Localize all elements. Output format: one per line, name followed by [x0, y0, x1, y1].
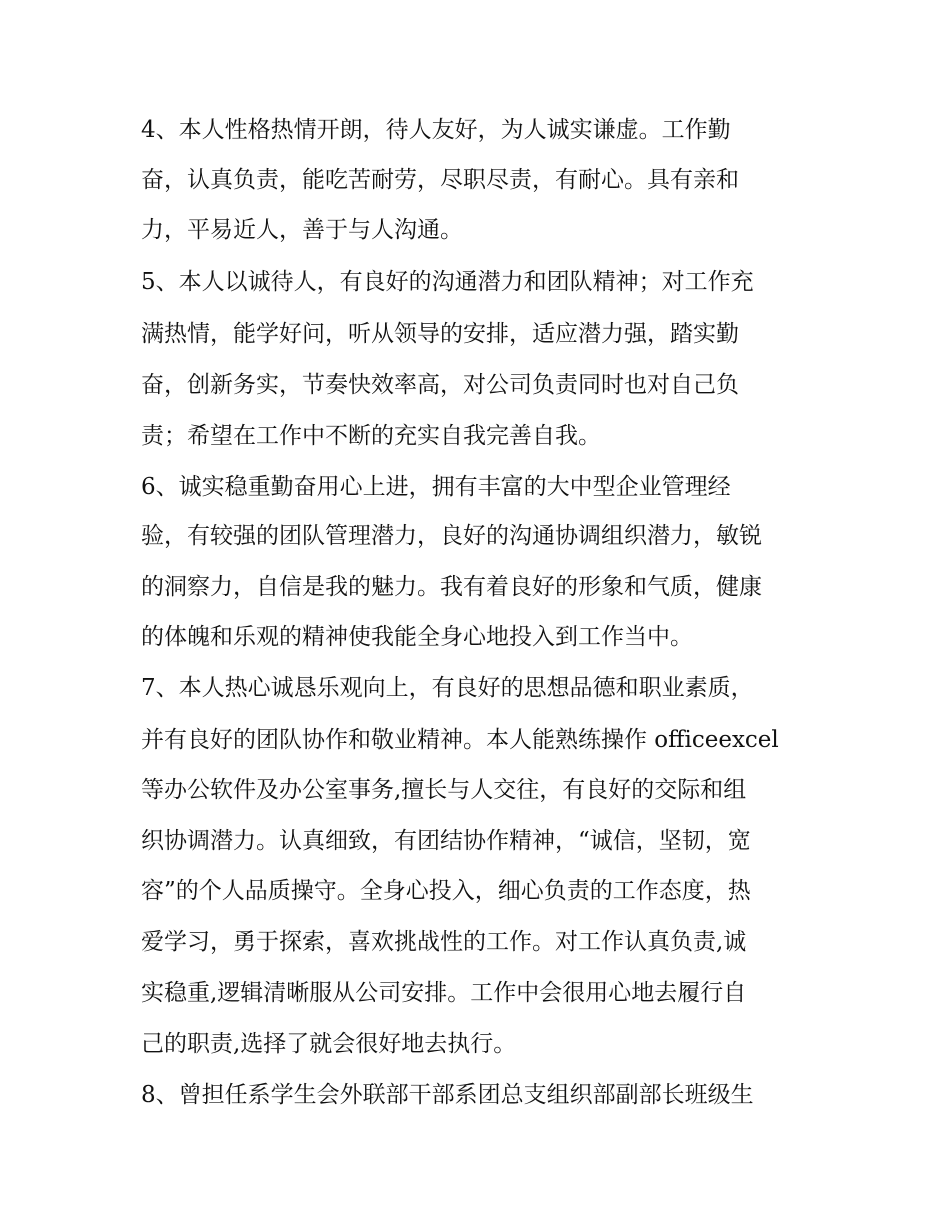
text-line: 7、本人热心诚恳乐观向上，有良好的思想品德和职业素质，	[141, 675, 754, 701]
text-line: 4、本人性格热情开朗，待人友好，为人诚实谦虚。工作勤	[141, 117, 731, 143]
text-line: 的体魄和乐观的精神使我能全身心地投入到工作当中。	[141, 624, 693, 650]
text-line: 织协调潜力。认真细致，有团结协作精神，“诚信，坚韧，宽	[141, 828, 751, 854]
text-line: 并有良好的团队协作和敬业精神。本人能熟练操作 officeexcel	[141, 727, 779, 753]
text-line: 6、诚实稳重勤奋用心上进，拥有丰富的大中型企业管理经	[141, 474, 731, 500]
text-line: 8、曾担任系学生会外联部干部系团总支组织部副部长班级生	[141, 1082, 754, 1108]
text-line: 己的职责,选择了就会很好地去执行。	[141, 1031, 517, 1057]
text-line: 实稳重,逻辑清晰服从公司安排。工作中会很用心地去履行自	[141, 980, 747, 1006]
text-line: 爱学习，勇于探索，喜欢挑战性的工作。对工作认真负责,诚	[141, 929, 747, 955]
text-line: 验，有较强的团队管理潜力，良好的沟通协调组织潜力，敏锐	[141, 523, 762, 549]
text-line: 责；希望在工作中不断的充实自我完善自我。	[141, 423, 601, 449]
text-line: 奋，认真负责，能吃苦耐劳，尽职尽责，有耐心。具有亲和	[141, 167, 739, 193]
text-line: 满热情，能学好问，听从领导的安排，适应潜力强，踏实勤	[141, 321, 739, 347]
text-line: 容”的个人品质操守。全身心投入，细心负责的工作态度，热	[141, 878, 751, 904]
text-line: 5、本人以诚待人，有良好的沟通潜力和团队精神；对工作充	[141, 269, 754, 295]
text-line: 等办公软件及办公室事务,擅长与人交往，有良好的交际和组	[141, 777, 747, 803]
text-line: 的洞察力，自信是我的魅力。我有着良好的形象和气质，健康	[141, 574, 762, 600]
text-line: 力，平易近人，善于与人沟通。	[141, 217, 463, 243]
text-line: 奋，创新务实，节奏快效率高，对公司负责同时也对自己负	[141, 372, 739, 398]
